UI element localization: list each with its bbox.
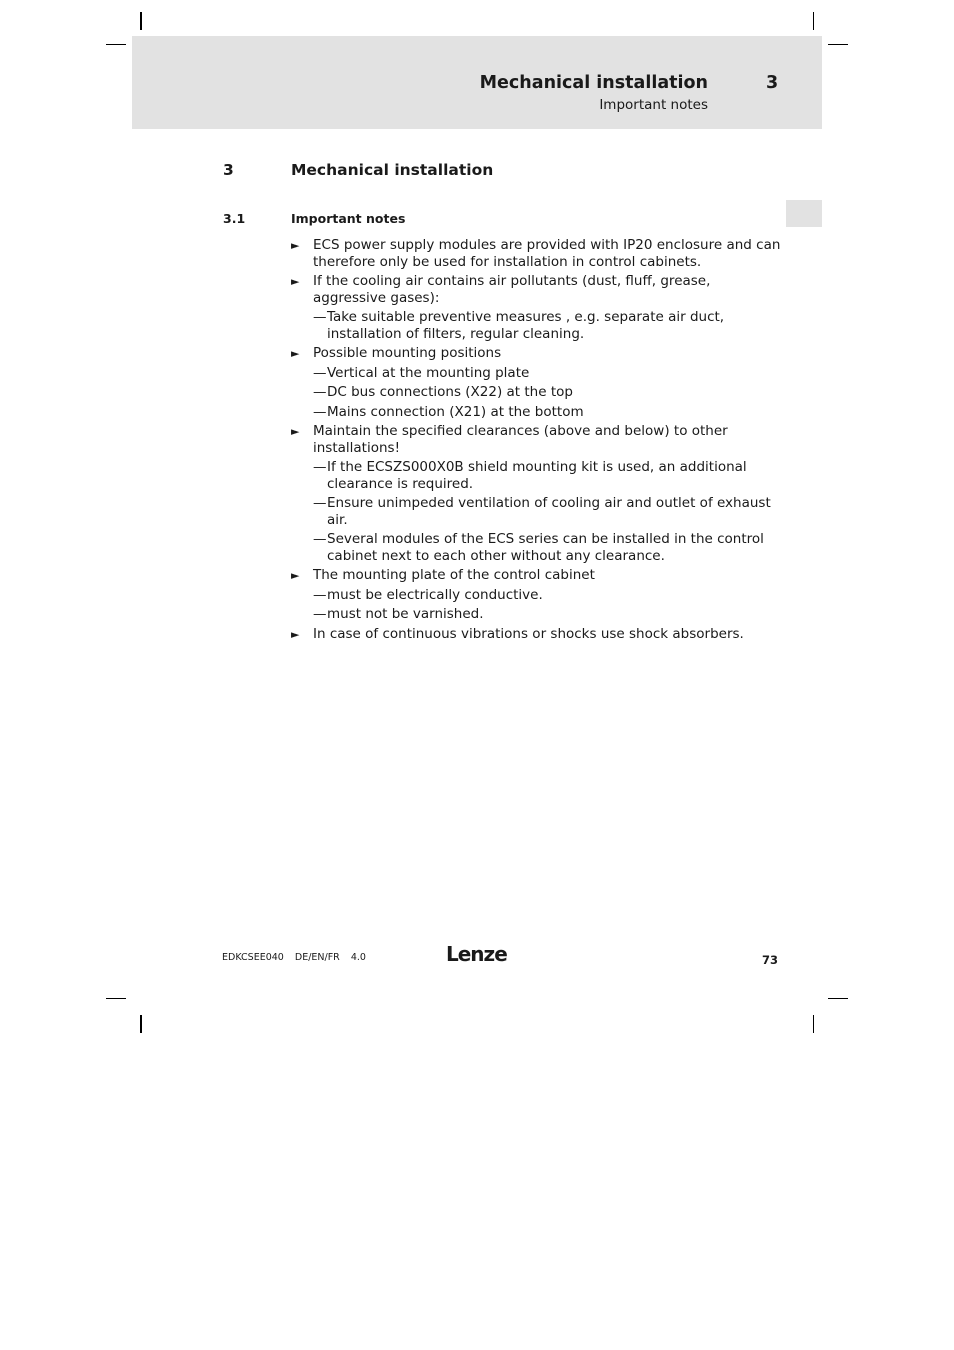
dash-icon: — [313, 586, 327, 603]
bullet-arrow-icon: ► [291, 569, 300, 582]
sub-list-item [291, 587, 783, 604]
header-band [132, 36, 822, 129]
sub-list-item [291, 606, 783, 623]
crop-mark-bottom-left-vertical [140, 1015, 142, 1033]
bullet-arrow-icon: ► [291, 627, 300, 641]
dash-icon: — [313, 364, 327, 381]
dash-icon: — [313, 606, 327, 622]
crop-mark-bottom-left-horizontal [106, 998, 126, 999]
bullet-arrow-icon: ► [291, 425, 300, 438]
list-item [291, 345, 783, 362]
sub-list-item-text: must not be varnished. [327, 606, 484, 622]
list-item-text: Possible mounting positions [313, 345, 502, 361]
sub-list-item [291, 384, 783, 401]
lenze-logo: Lenze [446, 942, 507, 966]
crop-mark-bottom-right-horizontal [828, 998, 848, 999]
page-number: 73 [762, 953, 779, 967]
sub-list-item [291, 495, 783, 528]
sub-list-item [291, 531, 783, 564]
sub-list-item [291, 309, 783, 342]
list-item [291, 423, 783, 456]
sub-list-item-text: Mains connection (X21) at the bottom [327, 403, 584, 420]
dash-icon: — [313, 309, 327, 325]
section-title: Mechanical installation [291, 161, 494, 179]
list-item-text: The mounting plate of the control cabinet [313, 567, 595, 583]
list-item-text: Maintain the specified clearances (above and below) to other installations! [313, 423, 728, 456]
list-item [291, 273, 783, 306]
list-item-text: If the cooling air contains air pollutants (dust, fluff, grease, aggressive gases): [313, 273, 711, 306]
dash-icon: — [313, 459, 327, 475]
crop-mark-bottom-right-vertical [813, 1015, 814, 1033]
sub-list-item-text: Ensure unimpeded ventilation of cooling air and outlet of exhaust air. [327, 495, 771, 528]
section-number: 3 [223, 161, 234, 179]
list-item [291, 626, 783, 643]
subsection-number: 3.1 [223, 211, 246, 226]
list-item-text: In case of continuous vibrations or shocks use shock absorbers. [313, 625, 744, 642]
dash-icon: — [313, 531, 327, 547]
sub-list-item-text: must be electrically conductive. [327, 586, 543, 603]
dash-icon: — [313, 384, 327, 400]
list-item [291, 237, 783, 270]
dash-icon: — [313, 495, 327, 511]
sub-list-item-text: Several modules of the ECS series can be installed in the control cabinet next to each other without any clearance. [327, 531, 764, 564]
bullet-arrow-icon: ► [291, 239, 300, 252]
sub-list-item-text: If the ECSZS000X0B shield mounting kit is used, an additional clearance is required. [327, 459, 747, 492]
dash-icon: — [313, 403, 327, 420]
footer-doc-id: EDKCSEE040 [222, 952, 284, 963]
sub-list-item-text: DC bus connections (X22) at the top [327, 384, 573, 400]
subsection-title: Important notes [291, 211, 406, 226]
sub-list-item [291, 459, 783, 492]
footer-languages: DE/EN/FR [294, 952, 340, 963]
header-subtitle: Important notes [599, 97, 708, 113]
crop-mark-top-left-vertical [140, 12, 142, 30]
header-chapter-number: 3 [766, 73, 779, 93]
chapter-side-tab [786, 200, 822, 227]
header-title: Mechanical installation [479, 73, 708, 93]
sub-list-item-text: Vertical at the mounting plate [327, 364, 530, 381]
notes-list [291, 237, 783, 645]
bullet-arrow-icon: ► [291, 275, 300, 288]
sub-list-item [291, 404, 783, 421]
crop-mark-top-left-horizontal [106, 44, 126, 45]
sub-list-item-text: Take suitable preventive measures , e.g. separate air duct, installation of filters, regular cleaning. [327, 309, 725, 342]
crop-mark-top-right-vertical [813, 12, 814, 30]
bullet-arrow-icon: ► [291, 347, 300, 360]
list-item [291, 567, 783, 584]
crop-mark-top-right-horizontal [828, 44, 848, 45]
footer-version: 4.0 [350, 952, 366, 963]
sub-list-item [291, 365, 783, 382]
footer-doc-info [222, 952, 374, 963]
list-item-text: ECS power supply modules are provided with IP20 enclosure and can therefore only be used for installation in control cabinets. [313, 237, 781, 270]
